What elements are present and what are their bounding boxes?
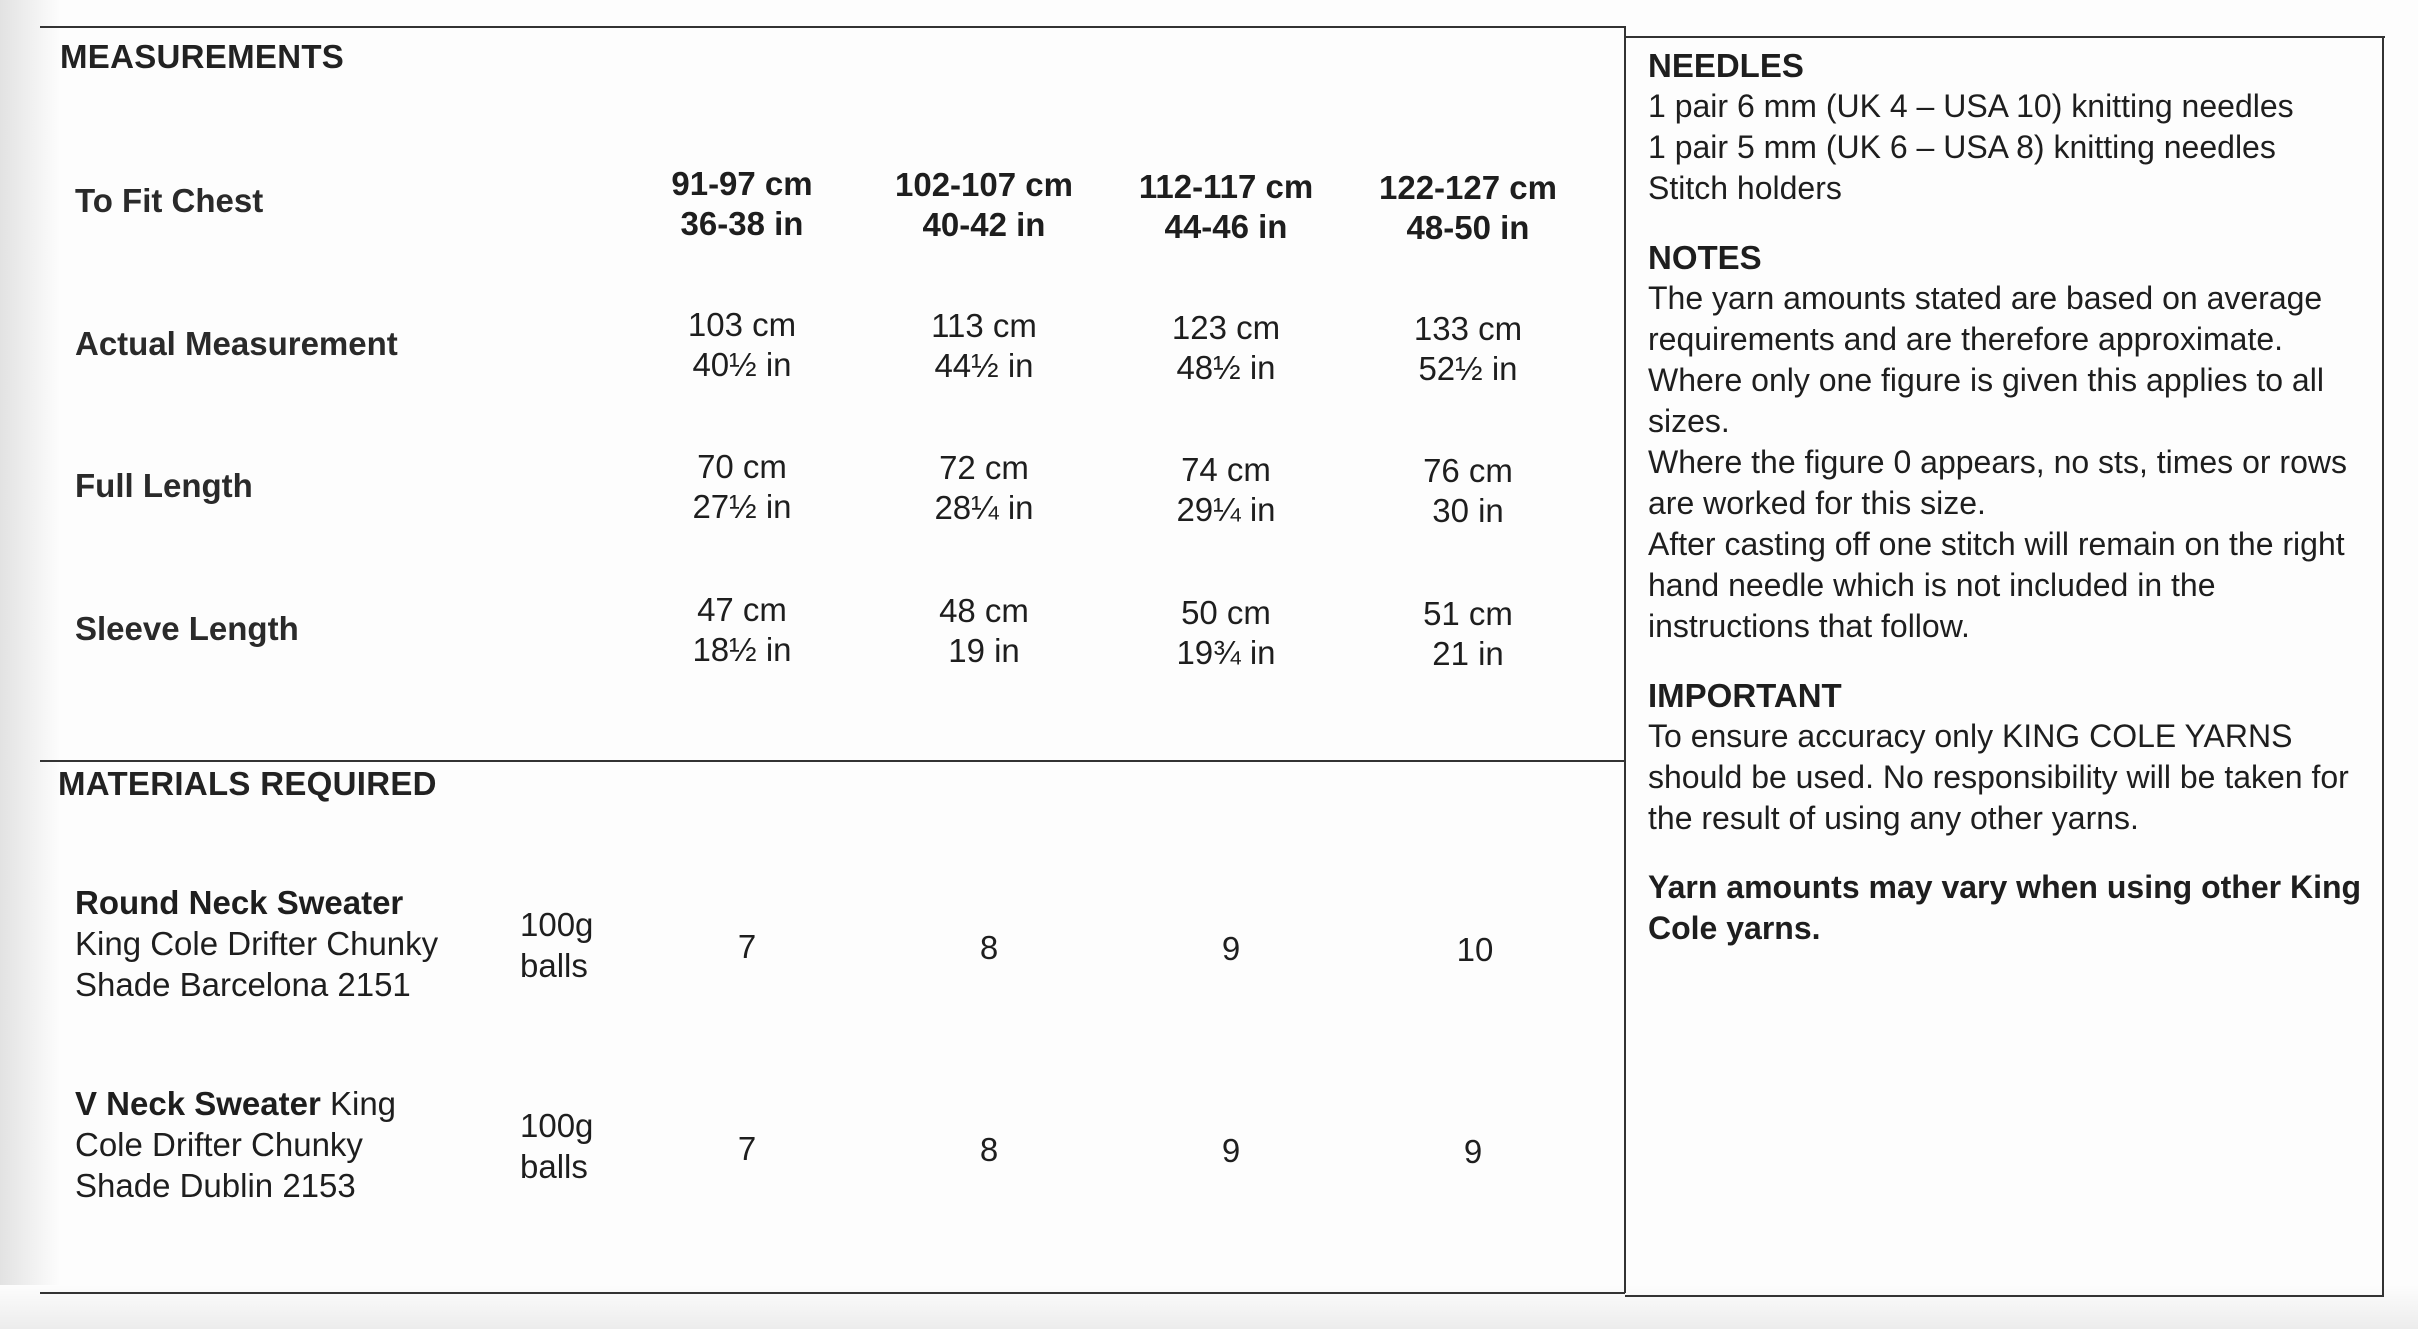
material-v-neck-sweater	[75, 1083, 505, 1206]
needles-line-3: Stitch holders	[1648, 170, 1842, 206]
full-length-size-3	[1106, 450, 1346, 530]
needles-line-1: 1 pair 6 mm (UK 4 – USA 10) knitting needles	[1648, 88, 2294, 124]
round-neck-count-size-1: 7	[737, 928, 757, 965]
unit-type: balls	[520, 1148, 588, 1185]
sleeve-length-size-3	[1106, 593, 1346, 673]
value-in: 30 in	[1432, 492, 1504, 529]
right-panel-top-border	[1625, 36, 2385, 38]
v-neck-count-size-2: 8	[979, 1131, 999, 1168]
material-unit-round-neck	[520, 904, 640, 986]
notes-section	[1648, 237, 2378, 647]
value-cm: 51 cm	[1423, 595, 1513, 632]
full-length-size-4	[1348, 451, 1588, 531]
row-label-actual-measurement: Actual Measurement	[75, 325, 398, 362]
needles-line-2: 1 pair 5 mm (UK 6 – USA 8) knitting needles	[1648, 129, 2276, 165]
notes-line-1: The yarn amounts stated are based on average requirements and are therefore approximate.	[1648, 280, 2323, 357]
material-shade: Shade Barcelona 2151	[75, 966, 411, 1003]
unit-type: balls	[520, 947, 588, 984]
actual-measurement-size-2	[864, 306, 1104, 386]
value-cm: 133 cm	[1413, 310, 1523, 347]
size-cm: 102-107 cm	[895, 166, 1073, 203]
v-neck-count-size-1: 7	[737, 1130, 757, 1167]
material-round-neck-sweater	[75, 882, 505, 1005]
size-header-1	[622, 164, 862, 244]
value-cm: 72 cm	[939, 449, 1029, 486]
material-unit-v-neck	[520, 1105, 640, 1187]
right-border	[2382, 36, 2384, 1296]
unit-weight: 100g	[520, 1107, 594, 1144]
right-panel-bottom-border	[1625, 1295, 2384, 1297]
notes-line-3: Where the figure 0 appears, no sts, times or rows are worked for this size.	[1648, 444, 2347, 521]
value-in: 18½ in	[692, 631, 792, 668]
notes-line-2: Where only one figure is given this applies to all sizes.	[1648, 362, 2324, 439]
value-in: 19¾ in	[1176, 634, 1276, 671]
page-edge-shadow	[0, 0, 60, 1329]
material-yarn: Cole Drifter Chunky	[75, 1126, 363, 1163]
value-in: 19 in	[948, 632, 1020, 669]
value-in: 29¼ in	[1176, 491, 1276, 528]
round-neck-count-size-4: 10	[1456, 931, 1494, 968]
right-panel	[1648, 45, 2378, 949]
material-shade: Shade Dublin 2153	[75, 1167, 356, 1204]
sleeve-length-size-1	[622, 590, 862, 670]
needles-heading: NEEDLES	[1648, 47, 1804, 84]
value-in: 44½ in	[934, 347, 1034, 384]
value-cm: 123 cm	[1171, 309, 1281, 346]
round-neck-count-size-3: 9	[1221, 930, 1241, 967]
value-cm: 50 cm	[1181, 594, 1271, 631]
bottom-border	[40, 1292, 1625, 1294]
value-cm: 74 cm	[1181, 451, 1271, 488]
v-neck-count-size-4: 9	[1463, 1133, 1483, 1170]
value-in: 52½ in	[1418, 350, 1518, 387]
value-in: 28¼ in	[934, 489, 1034, 526]
material-name: Round Neck Sweater	[75, 884, 404, 921]
size-in: 44-46 in	[1164, 208, 1288, 245]
material-yarn: King Cole Drifter Chunky	[75, 925, 439, 962]
notes-heading: NOTES	[1648, 239, 1762, 276]
column-divider	[1624, 26, 1626, 1293]
value-in: 48½ in	[1176, 349, 1276, 386]
value-cm: 76 cm	[1423, 452, 1513, 489]
value-in: 40½ in	[692, 346, 792, 383]
top-border	[40, 26, 1625, 28]
v-neck-count-size-3: 9	[1221, 1132, 1241, 1169]
section-divider	[40, 760, 1625, 762]
full-length-size-1	[622, 447, 862, 527]
size-in: 36-38 in	[680, 205, 804, 242]
row-label-full-length: Full Length	[75, 467, 253, 504]
sleeve-length-size-4	[1348, 594, 1588, 674]
sleeve-length-size-2	[864, 591, 1104, 671]
important-text: To ensure accuracy only KING COLE YARNS should be used. No responsibility will be taken for the result of using any other yarns.	[1648, 718, 2349, 836]
size-cm: 122-127 cm	[1379, 169, 1557, 206]
size-cm: 91-97 cm	[671, 165, 813, 202]
row-label-to-fit-chest: To Fit Chest	[75, 182, 264, 219]
needles-section	[1648, 45, 2378, 209]
value-cm: 113 cm	[931, 307, 1037, 344]
value-cm: 48 cm	[939, 592, 1029, 629]
full-length-size-2	[864, 448, 1104, 528]
notes-line-4: After casting off one stitch will remain on the right hand needle which is not included in the instructions that follow.	[1648, 526, 2345, 644]
actual-measurement-size-1	[622, 305, 862, 385]
size-in: 40-42 in	[922, 206, 1046, 243]
round-neck-count-size-2: 8	[979, 929, 999, 966]
size-header-4	[1348, 168, 1588, 248]
actual-measurement-size-3	[1106, 308, 1346, 388]
value-cm: 70 cm	[697, 448, 787, 485]
material-name-rest: King	[320, 1085, 397, 1122]
value-cm: 103 cm	[687, 306, 797, 343]
important-section	[1648, 675, 2378, 839]
row-label-sleeve-length: Sleeve Length	[75, 610, 299, 647]
actual-measurement-size-4	[1348, 309, 1588, 389]
value-in: 21 in	[1432, 635, 1504, 672]
measurements-heading: MEASUREMENTS	[60, 38, 345, 75]
value-cm: 47 cm	[697, 591, 787, 628]
size-header-3	[1106, 167, 1346, 247]
value-in: 27½ in	[692, 488, 792, 525]
important-heading: IMPORTANT	[1648, 677, 1842, 714]
unit-weight: 100g	[520, 906, 594, 943]
size-header-2	[864, 165, 1104, 245]
yarn-variation-note: Yarn amounts may vary when using other King Cole yarns.	[1648, 869, 2362, 946]
material-name: V Neck Sweater	[75, 1085, 321, 1122]
size-in: 48-50 in	[1406, 209, 1530, 246]
size-cm: 112-117 cm	[1138, 168, 1314, 205]
materials-heading: MATERIALS REQUIRED	[58, 765, 437, 802]
